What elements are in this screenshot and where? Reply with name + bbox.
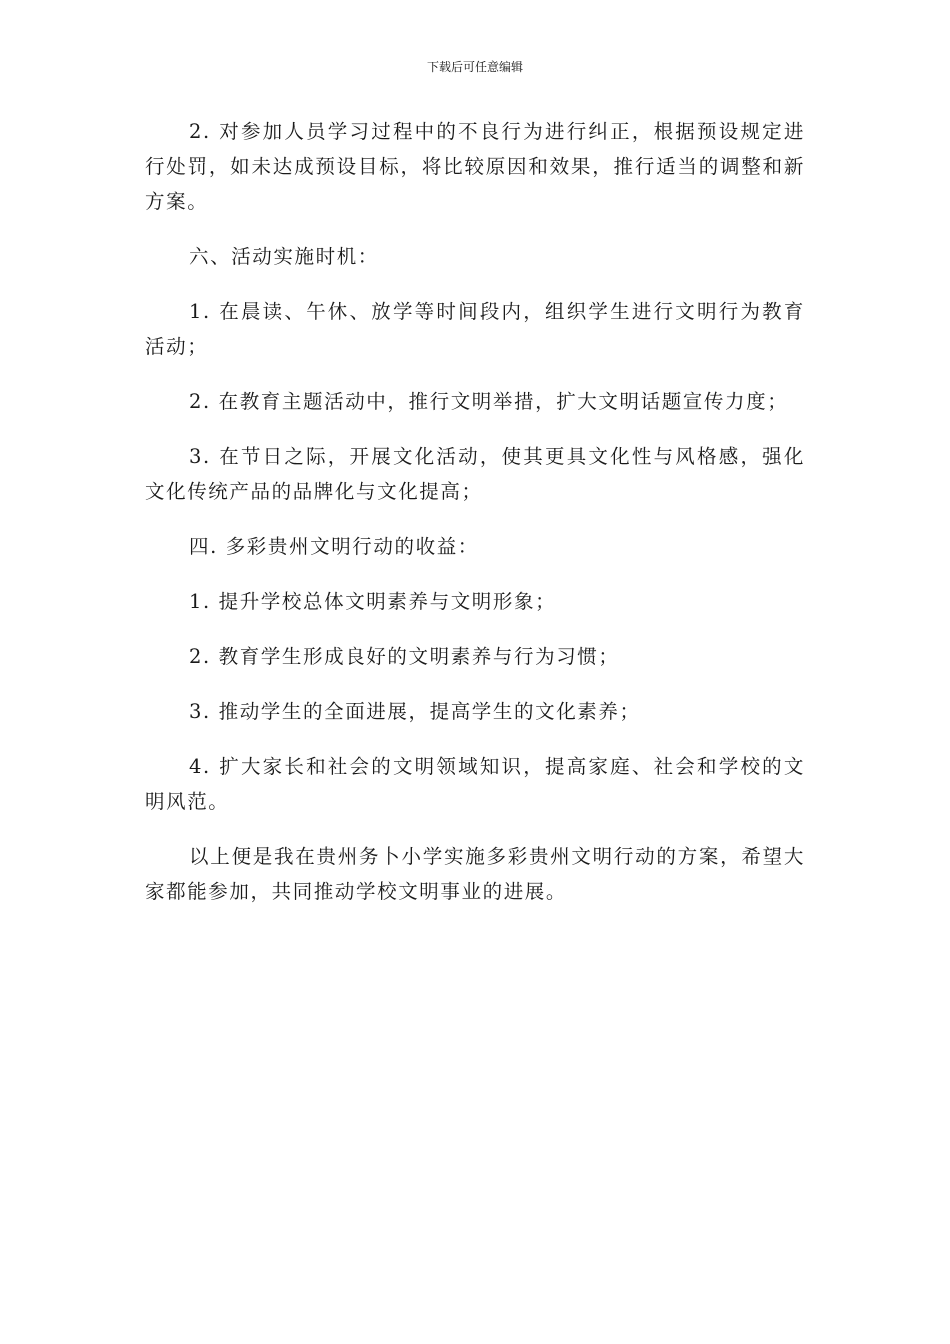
paragraph-item-3-benefits: 3. 推动学生的全面进展，提高学生的文化素养；	[189, 700, 641, 723]
paragraph-conclusion: 以上便是我在贵州务卜小学实施多彩贵州文明行动的方案，希望大家都能参加，共同推动学校文明事业的进展。	[145, 845, 805, 903]
page-header: 下载后可任意编辑	[426, 60, 523, 74]
paragraph-item-1-timing: 1. 在晨读、午休、放学等时间段内，组织学生进行文明行为教育活动；	[145, 300, 805, 358]
section-heading-timing: 六、活动实施时机：	[189, 245, 379, 268]
paragraph-item-2-correction: 2. 对参加人员学习过程中的不良行为进行纠正，根据预设规定进行处罚，如未达成预设目标，将比较原因和效果，推行适当的调整和新方案。	[145, 120, 805, 213]
paragraph-item-1-benefits: 1. 提升学校总体文明素养与文明形象；	[189, 590, 557, 613]
paragraph-item-4-benefits: 4. 扩大家长和社会的文明领域知识，提高家庭、社会和学校的文明风范。	[145, 755, 805, 813]
paragraph-item-2-timing: 2. 在教育主题活动中，推行文明举措，扩大文明话题宣传力度；	[189, 390, 789, 413]
paragraph-item-2-benefits: 2. 教育学生形成良好的文明素养与行为习惯；	[189, 645, 620, 668]
section-heading-benefits: 四. 多彩贵州文明行动的收益：	[189, 535, 479, 558]
document-body	[145, 114, 805, 929]
paragraph-item-3-timing: 3. 在节日之际，开展文化活动，使其更具文化性与风格感，强化文化传统产品的品牌化与文化提高；	[145, 445, 805, 503]
